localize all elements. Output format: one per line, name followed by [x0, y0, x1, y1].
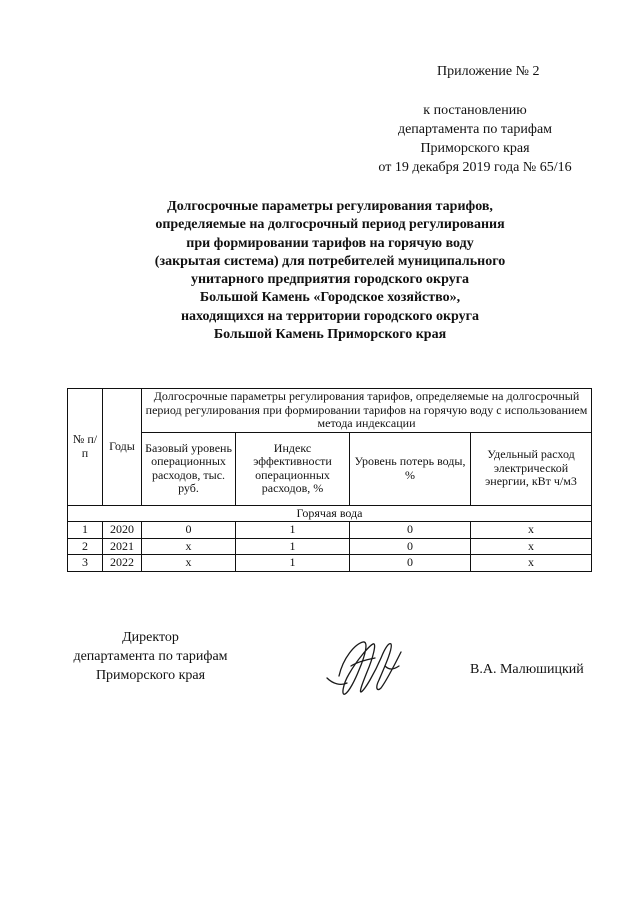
header-number: № п/п [68, 389, 103, 506]
title-line: (закрытая система) для потребителей муниципального [154, 253, 506, 269]
cell-efficiency-index: 1 [236, 555, 350, 572]
decree-line: департамента по тарифам [397, 122, 553, 137]
cell-base-level: x [142, 555, 236, 572]
cell-number: 1 [68, 522, 103, 539]
position-line: Директор [122, 630, 179, 645]
cell-efficiency-index: 1 [236, 522, 350, 539]
cell-base-level: x [142, 538, 236, 555]
title-line: определяемые на долгосрочный период регулирования [155, 217, 505, 233]
section-hot-water: Горячая вода [68, 505, 592, 522]
table-subheader-row [68, 432, 592, 505]
cell-number: 2 [68, 538, 103, 555]
header-base-level: Базовый уровень операционных расходов, тыс. руб. [142, 432, 236, 505]
decree-line: от 19 декабря 2019 года № 65/16 [378, 160, 572, 175]
signatory-position [58, 628, 243, 685]
title-line: Долгосрочные параметры регулирования тарифов, [167, 199, 493, 214]
cell-base-level: 0 [142, 522, 236, 539]
cell-efficiency-index: 1 [236, 538, 350, 555]
header-water-losses: Уровень потерь воды, % [350, 432, 471, 505]
cell-energy-consumption: x [471, 538, 592, 555]
table-row [68, 522, 592, 539]
header-energy-consumption: Удельный расход электрической энергии, кВт ч/м3 [471, 432, 592, 505]
title-line: Большой Камень Приморского края [213, 327, 447, 343]
parameters-table [67, 388, 592, 572]
cell-year: 2020 [103, 522, 142, 539]
title-line: унитарного предприятия городского округа [190, 272, 470, 288]
table-row [68, 555, 592, 572]
decree-line: Приморского края [420, 141, 530, 156]
cell-energy-consumption: x [471, 522, 592, 539]
cell-water-losses: 0 [350, 522, 471, 539]
position-line: Приморского края [95, 668, 206, 683]
decree-reference [360, 101, 590, 177]
signatory-name: В.А. Малюшицкий [470, 662, 584, 677]
decree-line: к постановлению [423, 103, 527, 118]
cell-year: 2022 [103, 555, 142, 572]
position-line: департамента по тарифам [73, 649, 228, 664]
cell-energy-consumption: x [471, 555, 592, 572]
title-line: при формировании тарифов на горячую воду [186, 235, 474, 251]
table-section-row [68, 505, 592, 522]
cell-number: 3 [68, 555, 103, 572]
cell-year: 2021 [103, 538, 142, 555]
title-line: находящихся на территории городского округа [180, 308, 480, 324]
header-years: Годы [103, 389, 142, 506]
header-efficiency-index: Индекс эффективности операционных расходов, % [236, 432, 350, 505]
table-row [68, 538, 592, 555]
table-header-row [68, 389, 592, 433]
title-line: Большой Камень «Городское хозяйство», [199, 290, 461, 306]
cell-water-losses: 0 [350, 538, 471, 555]
handwritten-signature [315, 636, 415, 700]
document-title [110, 198, 550, 344]
appendix-label: Приложение № 2 [437, 64, 540, 79]
header-group: Долгосрочные параметры регулирования тарифов, определяемые на долгосрочный период регулирования при формировании тарифов на горячую воду с использованием метода индексации [142, 389, 592, 433]
cell-water-losses: 0 [350, 555, 471, 572]
